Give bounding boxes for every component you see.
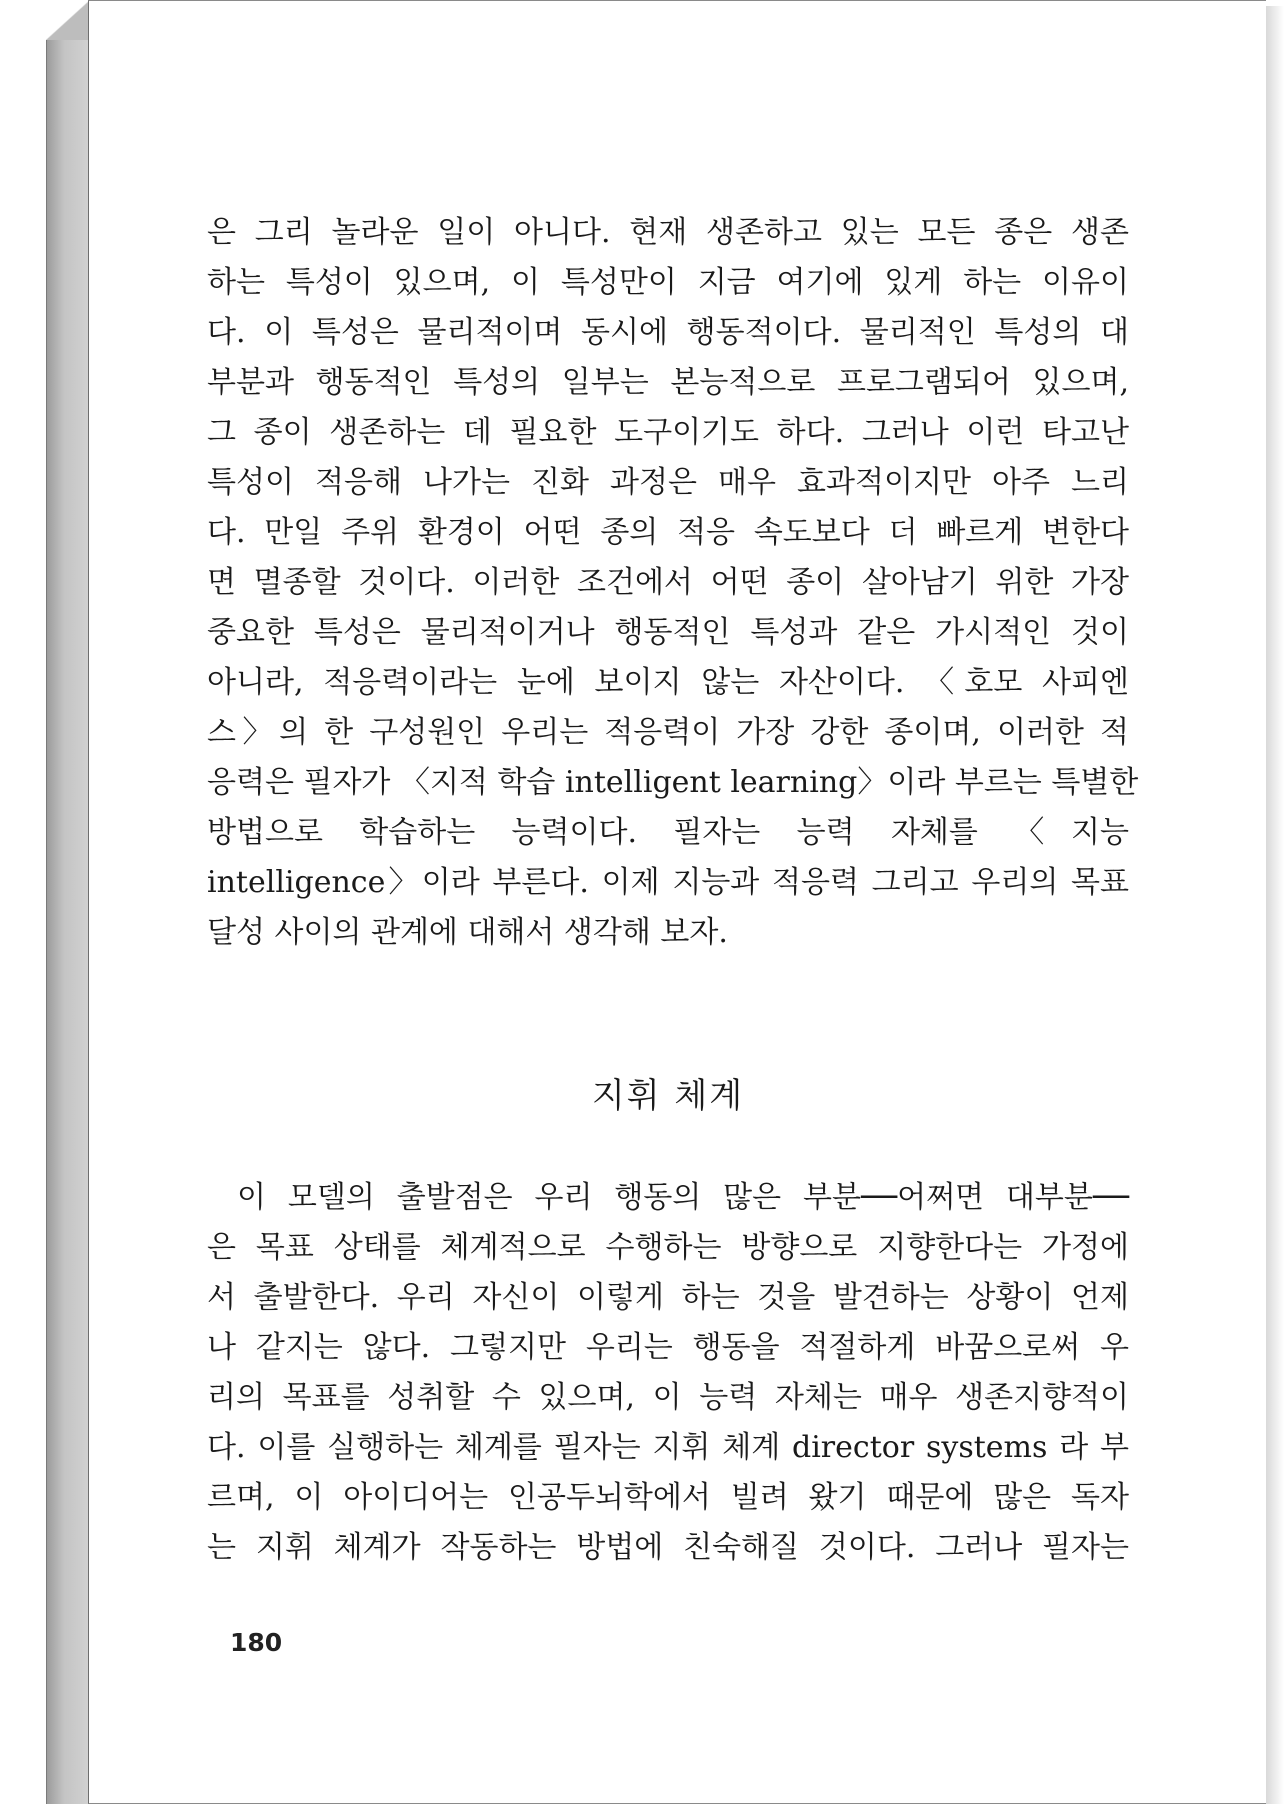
text-line: 나 같지는 않다. 그렇지만 우리는 행동을 적절하게 바꿈으로써 우 [207, 1330, 1129, 1365]
book-spine [46, 2, 90, 1804]
text-line: 방법으로 학습하는 능력이다. 필자는 능력 자체를 〈지능 [207, 815, 1129, 850]
book-spine-top-edge [46, 0, 90, 40]
text-line: 부분과 행동적인 특성의 일부는 본능적으로 프로그램되어 있으며, [207, 365, 1129, 400]
text-line: 스〉의 한 구성원인 우리는 적응력이 가장 강한 종이며, 이러한 적 [207, 715, 1129, 750]
text-line: 는 지휘 체계가 작동하는 방법에 친숙해질 것이다. 그러나 필자는 [207, 1530, 1129, 1565]
text-line: 다. 이를 실행하는 체계를 필자는 지휘 체계 director systems 라 부 [207, 1430, 1129, 1465]
page-number: 180 [230, 1628, 283, 1657]
text-line: 은 그리 놀라운 일이 아니다. 현재 생존하고 있는 모든 종은 생존 [207, 215, 1129, 250]
text-line: 중요한 특성은 물리적이거나 행동적인 특성과 같은 가시적인 것이 [207, 615, 1129, 650]
text-line: 르며, 이 아이디어는 인공두뇌학에서 빌려 왔기 때문에 많은 독자 [207, 1480, 1129, 1515]
text-line: 은 목표 상태를 체계적으로 수행하는 방향으로 지향한다는 가정에 [207, 1230, 1129, 1265]
text-line: 면 멸종할 것이다. 이러한 조건에서 어떤 종이 살아남기 위한 가장 [207, 565, 1129, 600]
page-edge-shadow [1266, 6, 1284, 1804]
text-line: 특성이 적응해 나가는 진화 과정은 매우 효과적이지만 아주 느리 [207, 465, 1129, 500]
text-line: 하는 특성이 있으며, 이 특성만이 지금 여기에 있게 하는 이유이 [207, 265, 1129, 300]
text-line: intelligence〉이라 부른다. 이제 지능과 적응력 그리고 우리의 목표 [207, 865, 1129, 900]
text-line: 서 출발한다. 우리 자신이 이렇게 하는 것을 발견하는 상황이 언제 [207, 1280, 1129, 1315]
text-line: 이 모델의 출발점은 우리 행동의 많은 부분──어쩌면 대부분── [237, 1180, 1129, 1215]
paragraph-2 [207, 1173, 1129, 1573]
text-line: 아니라, 적응력이라는 눈에 보이지 않는 자산이다. 〈호모 사피엔 [207, 665, 1129, 700]
text-line: 그 종이 생존하는 데 필요한 도구이기도 하다. 그러나 이런 타고난 [207, 415, 1129, 450]
text-line: 리의 목표를 성취할 수 있으며, 이 능력 자체는 매우 생존지향적이 [207, 1380, 1129, 1415]
text-line: 응력은 필자가 〈지적 학습 intelligent learning〉이라 부르는 특별한 [207, 765, 1139, 800]
text-line: 다. 이 특성은 물리적이며 동시에 행동적이다. 물리적인 특성의 대 [207, 315, 1129, 350]
text-line: 다. 만일 주위 환경이 어떤 종의 적응 속도보다 더 빠르게 변한다 [207, 515, 1129, 550]
text-line: 달성 사이의 관계에 대해서 생각해 보자. [207, 915, 728, 950]
paragraph-1 [207, 208, 1139, 958]
section-heading: 지휘 체계 [591, 1076, 745, 1116]
